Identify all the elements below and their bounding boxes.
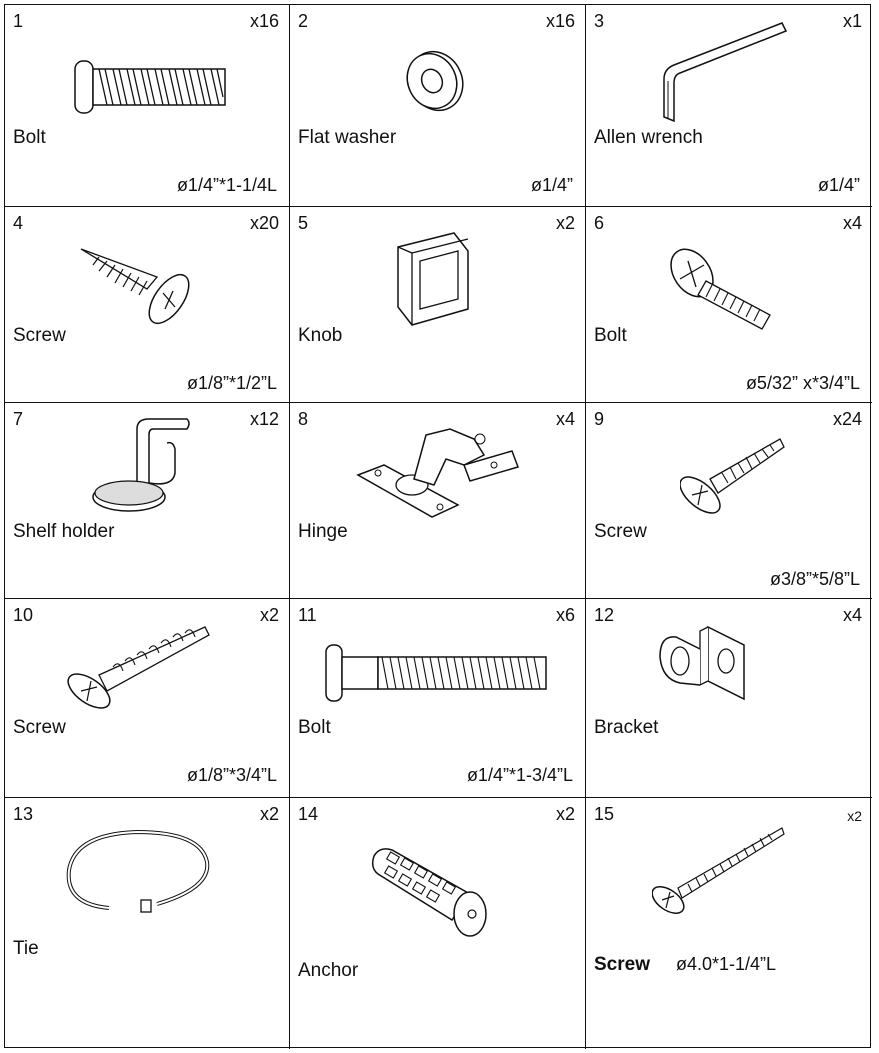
part-number: 12	[594, 605, 615, 625]
part-quantity: x16	[545, 11, 575, 31]
part-cell-13	[5, 798, 290, 1049]
part-spec: ø1/4”	[817, 175, 860, 195]
cable-tie-icon	[61, 826, 211, 916]
part-name: Flat washer	[298, 127, 397, 148]
flat-washer-icon	[402, 45, 472, 115]
bracket-icon	[656, 621, 756, 711]
part-quantity: x16	[249, 11, 279, 31]
part-number: 8	[298, 409, 309, 429]
flat-head-screw-icon	[680, 433, 790, 523]
part-number: 14	[298, 804, 319, 824]
hinge-icon	[354, 425, 524, 525]
part-quantity: x4	[555, 409, 575, 429]
part-number: 4	[13, 213, 24, 233]
part-cell-9	[586, 403, 872, 599]
part-name: Screw	[594, 521, 647, 542]
part-name: Shelf holder	[13, 521, 115, 542]
part-number: 11	[298, 605, 317, 625]
part-spec: ø1/4”*1-3/4”L	[466, 765, 573, 785]
part-quantity: x12	[249, 409, 279, 429]
pan-head-screw-icon	[77, 241, 197, 331]
part-number: 1	[13, 11, 24, 31]
part-name: Bolt	[594, 325, 627, 346]
part-number: 15	[594, 804, 615, 824]
part-spec: ø4.0*1-1/4”L	[676, 954, 777, 974]
part-number: 6	[594, 213, 605, 233]
part-name: Tie	[13, 938, 39, 959]
part-cell-7	[5, 403, 290, 599]
part-quantity: x2	[259, 605, 279, 625]
part-quantity: x4	[842, 605, 862, 625]
part-cell-4	[5, 207, 290, 403]
part-number: 13	[13, 804, 34, 824]
part-quantity: x2	[555, 213, 575, 233]
part-spec: ø1/4”	[530, 175, 573, 195]
part-name: Screw	[13, 717, 66, 738]
part-cell-12	[586, 599, 872, 798]
part-spec: ø3/8”*5/8”L	[769, 569, 860, 589]
part-name: Bracket	[594, 717, 659, 738]
part-spec: ø1/8”*1/2”L	[186, 373, 277, 393]
part-spec: ø1/8”*3/4”L	[186, 765, 277, 785]
machine-bolt-icon	[670, 243, 780, 333]
part-cell-2	[290, 5, 586, 207]
part-cell-5	[290, 207, 586, 403]
part-quantity: x24	[832, 409, 862, 429]
knob-icon	[394, 227, 474, 327]
part-name: Hinge	[298, 521, 348, 542]
part-number: 10	[13, 605, 34, 625]
part-name: Screw	[13, 325, 66, 346]
allen-wrench-icon	[656, 17, 796, 127]
part-name: Screw	[594, 954, 650, 975]
part-quantity: x4	[842, 213, 862, 233]
part-name: Bolt	[298, 717, 331, 738]
part-name: Bolt	[13, 127, 46, 148]
part-name: Knob	[298, 325, 343, 346]
part-spec: ø5/32” x*3/4”L	[745, 373, 860, 393]
part-name: Anchor	[298, 960, 359, 981]
long-screw-icon	[652, 822, 792, 922]
part-cell-8	[290, 403, 586, 599]
part-cell-1	[5, 5, 290, 207]
part-cell-10	[5, 599, 290, 798]
part-quantity: x2	[259, 804, 279, 824]
part-quantity: x1	[842, 11, 862, 31]
bolt-icon	[69, 51, 229, 121]
part-cell-14	[290, 798, 586, 1049]
part-spec: ø1/4”*1-1/4L	[176, 175, 277, 195]
part-cell-3	[586, 5, 872, 207]
part-cell-6	[586, 207, 872, 403]
part-number: 5	[298, 213, 309, 233]
part-number: 3	[594, 11, 605, 31]
wood-screw-icon	[67, 621, 217, 721]
part-number: 9	[594, 409, 605, 429]
part-quantity: x2	[847, 808, 862, 824]
part-number: 2	[298, 11, 309, 31]
part-quantity: x2	[555, 804, 575, 824]
wall-anchor-icon	[366, 842, 496, 942]
part-name: Allen wrench	[594, 127, 703, 148]
part-quantity: x20	[249, 213, 279, 233]
part-number: 7	[13, 409, 24, 429]
long-bolt-icon	[322, 639, 552, 709]
part-cell-15	[586, 798, 872, 1049]
part-cell-11	[290, 599, 586, 798]
part-quantity: x6	[555, 605, 575, 625]
shelf-holder-icon	[87, 413, 197, 523]
hardware-parts-table	[4, 4, 871, 1048]
